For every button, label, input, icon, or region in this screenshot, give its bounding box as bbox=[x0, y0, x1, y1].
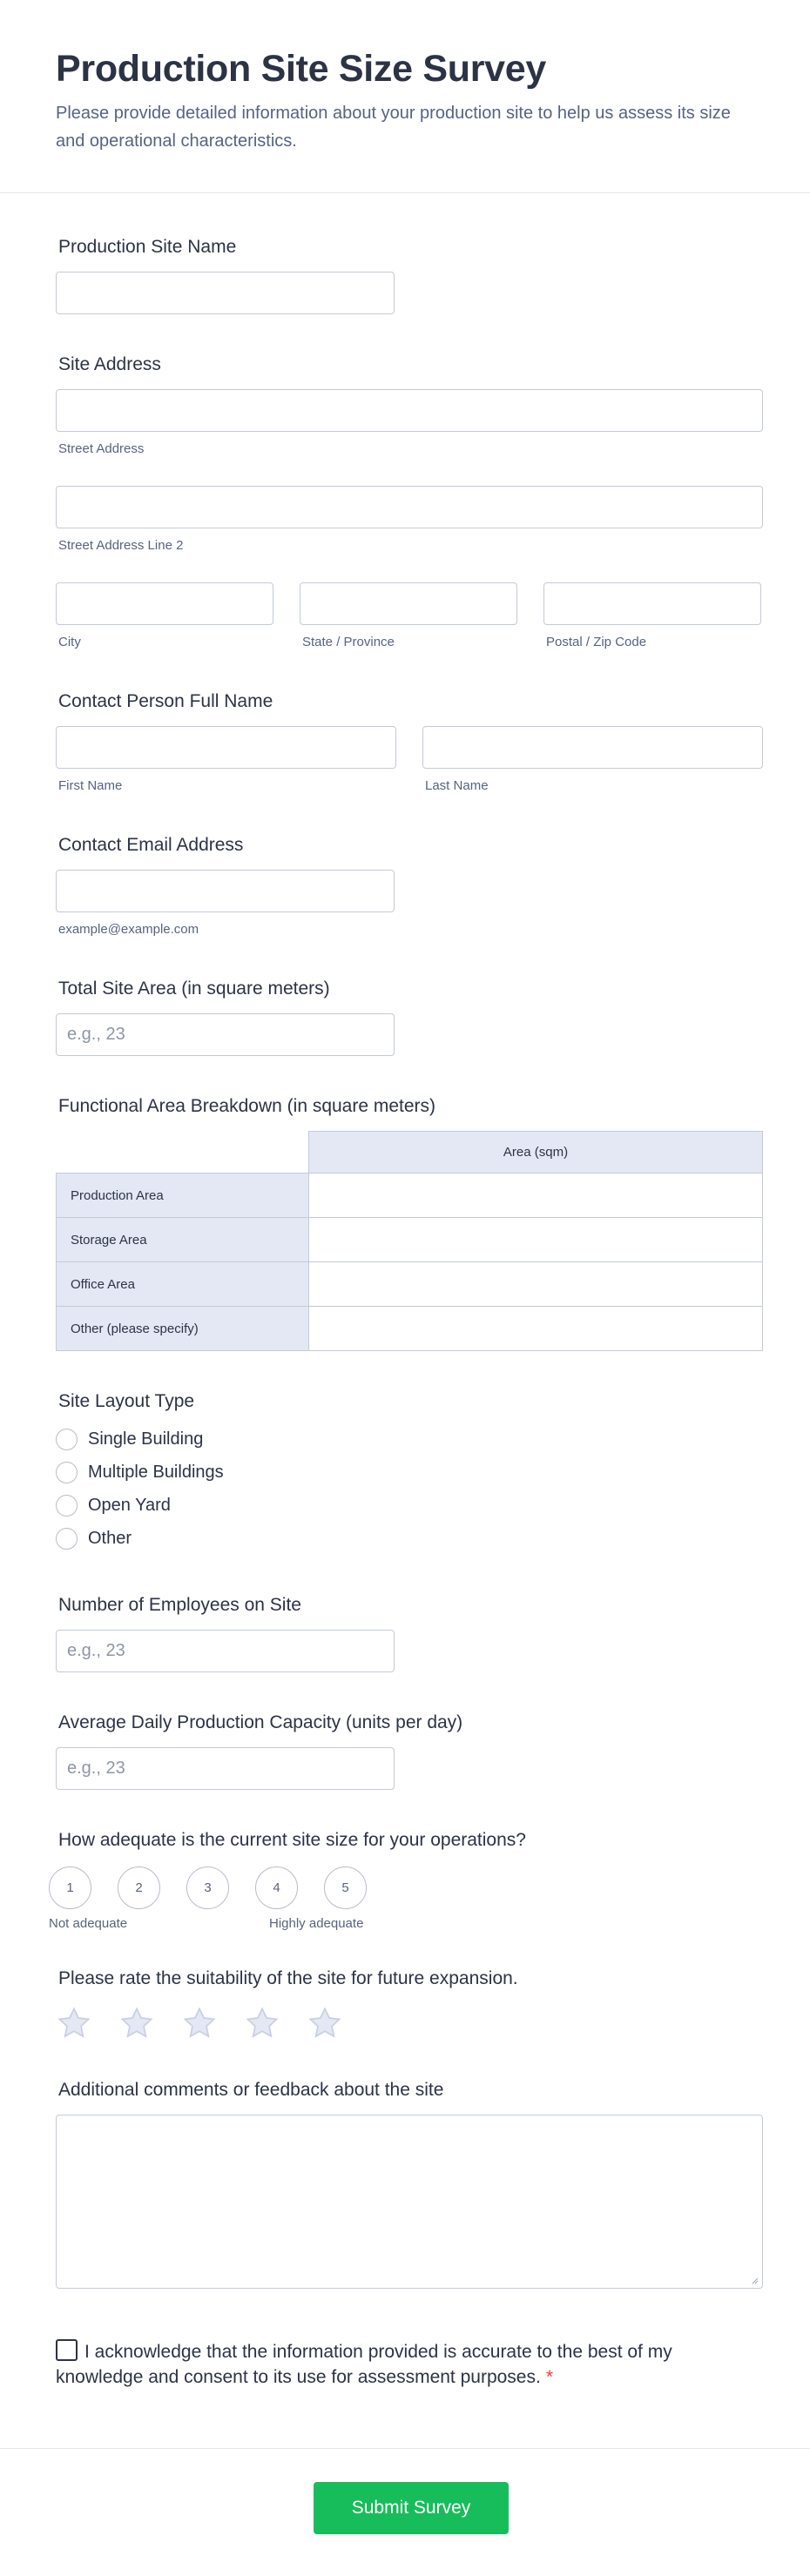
resize-handle-icon[interactable] bbox=[750, 2276, 759, 2284]
office-area-cell-input[interactable] bbox=[309, 1262, 763, 1307]
acknowledge-checkbox-row[interactable] bbox=[56, 2339, 683, 2390]
star-rating bbox=[56, 2005, 763, 2041]
question-contact-name bbox=[56, 689, 763, 795]
area-breakdown-table bbox=[56, 1131, 763, 1351]
radio-option[interactable] bbox=[56, 1423, 763, 1456]
star-icon[interactable] bbox=[307, 2005, 343, 2041]
form-footer bbox=[0, 2448, 810, 2576]
state-input[interactable] bbox=[300, 582, 517, 625]
star-icon[interactable] bbox=[118, 2005, 155, 2041]
adequacy-scale bbox=[49, 1866, 763, 1909]
site-address-label: Site Address bbox=[58, 354, 161, 374]
radio-circle[interactable] bbox=[56, 1528, 78, 1550]
capacity-label: Average Daily Production Capacity (units per day) bbox=[58, 1712, 463, 1732]
table-row bbox=[57, 1174, 763, 1218]
radio-circle[interactable] bbox=[56, 1495, 78, 1517]
question-site-address bbox=[56, 353, 763, 651]
question-adequacy bbox=[49, 1828, 763, 1935]
radio-circle[interactable] bbox=[56, 1462, 78, 1483]
capacity-placeholder: e.g., 23 bbox=[67, 1759, 125, 1778]
production-area-cell-input[interactable] bbox=[309, 1174, 763, 1218]
area-breakdown-label: Functional Area Breakdown (in square meters) bbox=[58, 1096, 436, 1116]
employees-label: Number of Employees on Site bbox=[58, 1595, 301, 1615]
matrix-row-label: Other (please specify) bbox=[57, 1307, 309, 1351]
other-area-cell-input[interactable] bbox=[309, 1307, 763, 1351]
scale-option-4[interactable]: 4 bbox=[255, 1866, 298, 1909]
page-description: Please provide detailed information about your production site to help us assess its size and operational characteristics. bbox=[56, 104, 731, 151]
question-comments bbox=[56, 2078, 763, 2289]
form-header bbox=[0, 0, 810, 193]
scale-option-5[interactable]: 5 bbox=[324, 1866, 367, 1909]
question-expansion bbox=[56, 1967, 763, 2041]
first-name-sublabel: First Name bbox=[58, 778, 123, 793]
site-name-input[interactable] bbox=[56, 272, 395, 314]
capacity-input[interactable] bbox=[56, 1747, 395, 1790]
city-input[interactable] bbox=[56, 582, 273, 625]
comments-textarea[interactable] bbox=[56, 2115, 763, 2289]
total-area-placeholder: e.g., 23 bbox=[67, 1025, 125, 1044]
street-address-sublabel: Street Address bbox=[58, 441, 145, 456]
total-area-label: Total Site Area (in square meters) bbox=[58, 979, 330, 999]
matrix-row-label: Office Area bbox=[57, 1262, 309, 1307]
employees-input[interactable] bbox=[56, 1630, 395, 1672]
expansion-label: Please rate the suitability of the site for future expansion. bbox=[58, 1968, 518, 1988]
scale-option-1[interactable]: 1 bbox=[49, 1866, 91, 1909]
employees-placeholder: e.g., 23 bbox=[67, 1641, 125, 1660]
radio-option[interactable] bbox=[56, 1456, 763, 1489]
radio-option[interactable] bbox=[56, 1522, 763, 1555]
survey-form bbox=[0, 235, 810, 2390]
city-sublabel: City bbox=[58, 635, 81, 649]
question-total-area bbox=[56, 977, 763, 1056]
acknowledge-checkbox[interactable] bbox=[56, 2339, 78, 2361]
email-field[interactable] bbox=[56, 870, 395, 912]
street-address-line2-sublabel: Street Address Line 2 bbox=[58, 538, 184, 553]
question-employees bbox=[56, 1593, 763, 1672]
email-sublabel: example@example.com bbox=[58, 922, 199, 937]
last-name-input[interactable] bbox=[422, 726, 763, 769]
radio-option[interactable] bbox=[56, 1489, 763, 1522]
matrix-corner bbox=[57, 1132, 309, 1174]
comments-label: Additional comments or feedback about the site bbox=[58, 2080, 444, 2100]
scale-option-2[interactable]: 2 bbox=[118, 1866, 160, 1909]
site-name-label: Production Site Name bbox=[58, 237, 237, 257]
matrix-column-header: Area (sqm) bbox=[309, 1132, 763, 1174]
acknowledge-text: I acknowledge that the information provided is accurate to the best of my knowledge and consent to its use for assessment purposes. bbox=[56, 2342, 672, 2387]
required-asterisk: * bbox=[545, 2367, 554, 2387]
question-site-name bbox=[56, 235, 763, 314]
submit-button[interactable]: Submit Survey bbox=[314, 2482, 509, 2534]
scale-low-label: Not adequate bbox=[49, 1916, 128, 1931]
page-title: Production Site Size Survey bbox=[56, 48, 546, 90]
table-row bbox=[57, 1262, 763, 1307]
question-site-layout bbox=[56, 1389, 763, 1555]
storage-area-cell-input[interactable] bbox=[309, 1218, 763, 1262]
state-sublabel: State / Province bbox=[302, 635, 395, 649]
street-address-input[interactable] bbox=[56, 389, 763, 432]
question-email bbox=[56, 833, 763, 938]
radio-option-label: Single Building bbox=[88, 1429, 204, 1449]
total-area-input[interactable] bbox=[56, 1013, 395, 1056]
question-area-breakdown bbox=[56, 1094, 763, 1351]
radio-option-label: Open Yard bbox=[88, 1495, 171, 1515]
street-address-line2-input[interactable] bbox=[56, 486, 763, 528]
site-layout-label: Site Layout Type bbox=[58, 1391, 195, 1411]
radio-circle[interactable] bbox=[56, 1429, 78, 1450]
question-capacity bbox=[56, 1711, 763, 1790]
star-icon[interactable] bbox=[244, 2005, 280, 2041]
postal-code-input[interactable] bbox=[543, 582, 761, 625]
star-icon[interactable] bbox=[56, 2005, 92, 2041]
first-name-input[interactable] bbox=[56, 726, 396, 769]
matrix-row-label: Storage Area bbox=[57, 1218, 309, 1262]
contact-name-label: Contact Person Full Name bbox=[58, 691, 273, 711]
question-acknowledge bbox=[56, 2339, 763, 2390]
scale-high-label: Highly adequate bbox=[269, 1916, 364, 1931]
table-row bbox=[57, 1218, 763, 1262]
scale-option-3[interactable]: 3 bbox=[186, 1866, 229, 1909]
adequacy-label: How adequate is the current site size for your operations? bbox=[58, 1830, 526, 1850]
radio-option-label: Other bbox=[88, 1528, 132, 1548]
matrix-row-label: Production Area bbox=[57, 1174, 309, 1218]
last-name-sublabel: Last Name bbox=[425, 778, 489, 793]
email-label: Contact Email Address bbox=[58, 835, 244, 855]
table-row bbox=[57, 1307, 763, 1351]
radio-option-label: Multiple Buildings bbox=[88, 1462, 224, 1482]
star-icon[interactable] bbox=[181, 2005, 218, 2041]
postal-code-sublabel: Postal / Zip Code bbox=[546, 635, 647, 649]
